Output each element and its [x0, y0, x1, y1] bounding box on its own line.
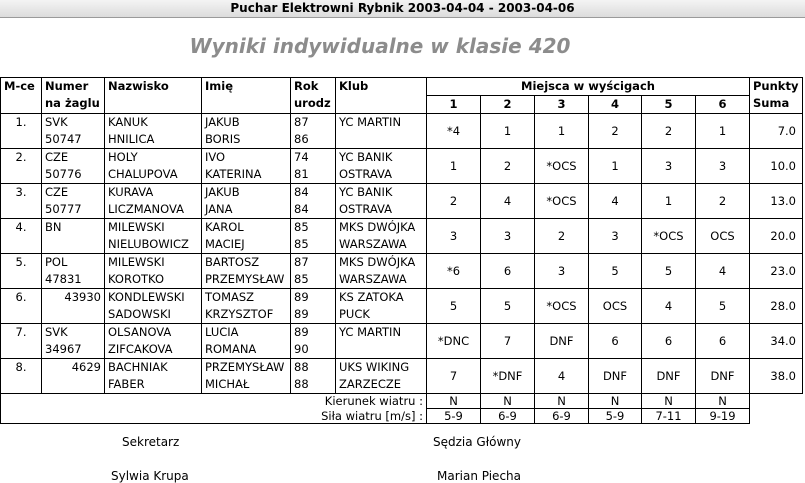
- birth-year-cell: [291, 359, 336, 394]
- line-2: 50747: [45, 132, 82, 146]
- line-2: 47831: [45, 272, 82, 286]
- line-2: FABER: [108, 377, 145, 391]
- col-surname: Nazwisko: [105, 78, 202, 114]
- line-1: OLSANOVA: [108, 325, 172, 339]
- wind-value-cell: N: [535, 394, 589, 409]
- surname-cell: [105, 114, 202, 149]
- line-2: 89: [294, 307, 309, 321]
- line-2: KOROTKO: [108, 272, 164, 286]
- club-cell: [336, 219, 427, 254]
- table-row: [1, 114, 803, 149]
- birth-year-cell: [291, 254, 336, 289]
- name-cell: [202, 184, 291, 219]
- sail-number-cell: [42, 289, 105, 324]
- race-result-cell: 6: [481, 254, 535, 289]
- race-result-cell: 6: [589, 324, 642, 359]
- race-result-cell: 5: [696, 289, 750, 324]
- line-1: IVO: [205, 150, 226, 164]
- club-cell: [336, 359, 427, 394]
- line-2: 34967: [45, 342, 82, 356]
- line-1: 43930: [64, 290, 101, 304]
- race-result-cell: DNF: [535, 324, 589, 359]
- line-2: 50776: [45, 167, 82, 181]
- club-cell: [336, 289, 427, 324]
- line-2: KRZYSZTOF: [205, 307, 274, 321]
- table-row: [1, 289, 803, 324]
- col-race-places: Miejsca w wyścigach: [427, 78, 750, 96]
- race-result-cell: 2: [696, 184, 750, 219]
- race-result-cell: *DNC: [427, 324, 481, 359]
- race-result-cell: 3: [589, 219, 642, 254]
- line-1: BACHNIAK: [108, 360, 168, 374]
- sail-number-cell: [42, 149, 105, 184]
- race-number-5: 5: [642, 96, 696, 114]
- line-1: YC MARTIN: [339, 115, 402, 129]
- name-cell: [202, 359, 291, 394]
- line-2: 90: [294, 342, 309, 356]
- points-sum-cell: 38.0: [750, 359, 803, 394]
- col-points: Punkty Suma: [750, 78, 803, 114]
- sail-number-cell: [42, 219, 105, 254]
- line-1: JAKUB: [205, 115, 240, 129]
- wind-label: Siła wiatru [m/s] :: [1, 409, 427, 424]
- race-result-cell: 2: [535, 219, 589, 254]
- line-1: 74: [294, 150, 309, 164]
- line-1: KONDLEWSKI: [108, 290, 185, 304]
- race-result-cell: 5: [481, 289, 535, 324]
- place-cell: 1.: [1, 114, 42, 149]
- surname-cell: [105, 359, 202, 394]
- surname-cell: [105, 254, 202, 289]
- line-2: 88: [294, 377, 309, 391]
- col-sail-number: Numer na żaglu: [42, 78, 105, 114]
- sail-number-cell: [42, 324, 105, 359]
- line-1: POL: [45, 255, 68, 269]
- birth-year-cell: [291, 114, 336, 149]
- line-1: LUCIA: [205, 325, 239, 339]
- race-result-cell: 3: [535, 254, 589, 289]
- wind-direction-row: [1, 394, 803, 409]
- wind-strength-row: [1, 409, 803, 424]
- race-number-2: 2: [481, 96, 535, 114]
- header-title: Puchar Elektrowni Rybnik 2003-04-04 - 2003-04-06: [230, 1, 575, 15]
- line-1: SVK: [45, 115, 68, 129]
- wind-value-cell: 5-9: [589, 409, 642, 424]
- table-row: [1, 324, 803, 359]
- judge-name: Marian Piecha: [437, 469, 521, 483]
- surname-cell: [105, 289, 202, 324]
- surname-cell: [105, 184, 202, 219]
- race-result-cell: 4: [642, 289, 696, 324]
- line-1: KS ZATOKA: [339, 290, 404, 304]
- line-2: MICHAŁ: [205, 377, 250, 391]
- secretary-name: Sylwia Krupa: [111, 469, 189, 483]
- line-2: 85: [294, 237, 309, 251]
- club-cell: [336, 254, 427, 289]
- line-2: PUCK: [339, 307, 370, 321]
- surname-cell: [105, 219, 202, 254]
- line-1: 4629: [71, 360, 101, 374]
- line-2: WARSZAWA: [339, 237, 407, 251]
- wind-spacer: [750, 409, 803, 424]
- line-2: 85: [294, 272, 309, 286]
- line-1: CZE: [45, 185, 69, 199]
- name-cell: [202, 149, 291, 184]
- birth-year-cell: [291, 184, 336, 219]
- race-result-cell: *OCS: [642, 219, 696, 254]
- col-name: Imię: [202, 78, 291, 114]
- line-1: MKS DWÓJKA: [339, 255, 416, 269]
- race-result-cell: 3: [642, 149, 696, 184]
- line-1: JAKUB: [205, 185, 240, 199]
- results-table: [0, 77, 803, 424]
- race-result-cell: 7: [427, 359, 481, 394]
- surname-cell: [105, 324, 202, 359]
- line-1: 87: [294, 115, 309, 129]
- race-result-cell: *4: [427, 114, 481, 149]
- page-title: Wyniki indywidualne w klasie 420: [189, 34, 571, 58]
- line-1: KANUK: [108, 115, 148, 129]
- line-1: CZE: [45, 150, 69, 164]
- table-row: [1, 184, 803, 219]
- line-2: 86: [294, 132, 309, 146]
- race-result-cell: *DNF: [481, 359, 535, 394]
- race-result-cell: 6: [696, 324, 750, 359]
- club-cell: [336, 149, 427, 184]
- wind-value-cell: 7-11: [642, 409, 696, 424]
- line-1: MILEWSKI: [108, 255, 165, 269]
- birth-year-cell: [291, 289, 336, 324]
- race-result-cell: 2: [481, 149, 535, 184]
- race-result-cell: 4: [696, 254, 750, 289]
- points-sum-cell: 23.0: [750, 254, 803, 289]
- race-result-cell: 4: [535, 359, 589, 394]
- race-result-cell: 7: [481, 324, 535, 359]
- line-2: ROMANA: [205, 342, 257, 356]
- points-sum-cell: 7.0: [750, 114, 803, 149]
- place-cell: 3.: [1, 184, 42, 219]
- line-2: SADOWSKI: [108, 307, 171, 321]
- line-1: 85: [294, 220, 309, 234]
- birth-year-cell: [291, 219, 336, 254]
- race-number-1: 1: [427, 96, 481, 114]
- line-1: PRZEMYSŁAW: [205, 360, 285, 374]
- wind-value-cell: 6-9: [535, 409, 589, 424]
- wind-value-cell: 6-9: [481, 409, 535, 424]
- table-row: [1, 149, 803, 184]
- judge-title: Sędzia Główny: [433, 435, 521, 449]
- line-2: 50777: [45, 202, 82, 216]
- sail-number-cell: [42, 359, 105, 394]
- wind-value-cell: N: [481, 394, 535, 409]
- race-result-cell: 2: [642, 114, 696, 149]
- place-cell: 4.: [1, 219, 42, 254]
- club-cell: [336, 114, 427, 149]
- line-1: MKS DWÓJKA: [339, 220, 416, 234]
- line-2: WARSZAWA: [339, 272, 407, 286]
- race-result-cell: DNF: [696, 359, 750, 394]
- race-number-4: 4: [589, 96, 642, 114]
- table-row: [1, 254, 803, 289]
- race-result-cell: *OCS: [535, 289, 589, 324]
- wind-value-cell: 5-9: [427, 409, 481, 424]
- race-result-cell: 1: [696, 114, 750, 149]
- place-cell: 6.: [1, 289, 42, 324]
- line-1: 84: [294, 185, 309, 199]
- line-2: MACIEJ: [205, 237, 245, 251]
- club-cell: [336, 184, 427, 219]
- col-club: Klub: [336, 78, 427, 114]
- line-1: TOMASZ: [205, 290, 255, 304]
- race-result-cell: 3: [696, 149, 750, 184]
- race-result-cell: 3: [481, 219, 535, 254]
- points-sum-cell: 28.0: [750, 289, 803, 324]
- wind-label: Kierunek wiatru :: [1, 394, 427, 409]
- line-2: ZIFCAKOVA: [108, 342, 173, 356]
- table-row: [1, 359, 803, 394]
- line-2: OSTRAVA: [339, 202, 393, 216]
- sail-number-cell: [42, 254, 105, 289]
- race-result-cell: 3: [427, 219, 481, 254]
- race-result-cell: 4: [481, 184, 535, 219]
- birth-year-cell: [291, 149, 336, 184]
- race-result-cell: 4: [589, 184, 642, 219]
- name-cell: [202, 114, 291, 149]
- place-cell: 8.: [1, 359, 42, 394]
- race-result-cell: 1: [427, 149, 481, 184]
- race-result-cell: 5: [589, 254, 642, 289]
- secretary-title: Sekretarz: [122, 435, 180, 449]
- wind-value-cell: 9-19: [696, 409, 750, 424]
- line-1: BN: [45, 220, 62, 234]
- points-sum-cell: 13.0: [750, 184, 803, 219]
- header-row: [1, 78, 803, 96]
- race-result-cell: DNF: [642, 359, 696, 394]
- line-2: JANA: [205, 202, 233, 216]
- page-header-bar: [0, 0, 805, 18]
- line-2: LICZMANOVA: [108, 202, 184, 216]
- name-cell: [202, 289, 291, 324]
- surname-cell: [105, 149, 202, 184]
- race-result-cell: 5: [427, 289, 481, 324]
- place-cell: 7.: [1, 324, 42, 359]
- race-result-cell: 1: [642, 184, 696, 219]
- col-place: M-ce: [1, 78, 42, 114]
- race-result-cell: 6: [642, 324, 696, 359]
- line-2: PRZEMYSŁAW: [205, 272, 285, 286]
- line-2: HNILICA: [108, 132, 155, 146]
- place-cell: 5.: [1, 254, 42, 289]
- race-number-3: 3: [535, 96, 589, 114]
- points-sum-cell: 10.0: [750, 149, 803, 184]
- wind-value-cell: N: [696, 394, 750, 409]
- race-result-cell: 1: [481, 114, 535, 149]
- race-result-cell: *OCS: [535, 184, 589, 219]
- line-1: KAROL: [205, 220, 244, 234]
- line-2: CHALUPOVA: [108, 167, 178, 181]
- sail-number-cell: [42, 114, 105, 149]
- line-1: YC BANIK: [339, 150, 393, 164]
- wind-spacer: [750, 394, 803, 409]
- table-row: [1, 219, 803, 254]
- line-1: YC BANIK: [339, 185, 393, 199]
- race-result-cell: *6: [427, 254, 481, 289]
- line-1: YC MARTIN: [339, 325, 402, 339]
- line-2: BORIS: [205, 132, 241, 146]
- col-birth-year: Rok urodz: [291, 78, 336, 114]
- line-2: KATERINA: [205, 167, 262, 181]
- points-sum-cell: 34.0: [750, 324, 803, 359]
- race-result-cell: 2: [589, 114, 642, 149]
- race-result-cell: OCS: [589, 289, 642, 324]
- birth-year-cell: [291, 324, 336, 359]
- race-result-cell: 1: [535, 114, 589, 149]
- line-1: KURAVA: [108, 185, 154, 199]
- sail-number-cell: [42, 184, 105, 219]
- wind-value-cell: N: [427, 394, 481, 409]
- wind-value-cell: N: [642, 394, 696, 409]
- race-result-cell: OCS: [696, 219, 750, 254]
- line-1: 89: [294, 290, 309, 304]
- line-1: SVK: [45, 325, 68, 339]
- line-2: NIELUBOWICZ: [108, 237, 189, 251]
- line-2: OSTRAVA: [339, 167, 393, 181]
- line-1: HOLY: [108, 150, 138, 164]
- wind-value-cell: N: [589, 394, 642, 409]
- place-cell: 2.: [1, 149, 42, 184]
- points-sum-cell: 20.0: [750, 219, 803, 254]
- line-1: 88: [294, 360, 309, 374]
- line-1: 87: [294, 255, 309, 269]
- race-result-cell: 5: [642, 254, 696, 289]
- race-number-6: 6: [696, 96, 750, 114]
- name-cell: [202, 254, 291, 289]
- name-cell: [202, 219, 291, 254]
- race-result-cell: *OCS: [535, 149, 589, 184]
- race-result-cell: 2: [427, 184, 481, 219]
- line-2: 81: [294, 167, 309, 181]
- line-2: ZARZECZE: [339, 377, 402, 391]
- race-result-cell: DNF: [589, 359, 642, 394]
- line-2: 84: [294, 202, 309, 216]
- club-cell: [336, 324, 427, 359]
- line-1: BARTOSZ: [205, 255, 260, 269]
- race-result-cell: 1: [589, 149, 642, 184]
- name-cell: [202, 324, 291, 359]
- line-1: 89: [294, 325, 309, 339]
- line-1: UKS WIKING: [339, 360, 410, 374]
- line-1: MILEWSKI: [108, 220, 165, 234]
